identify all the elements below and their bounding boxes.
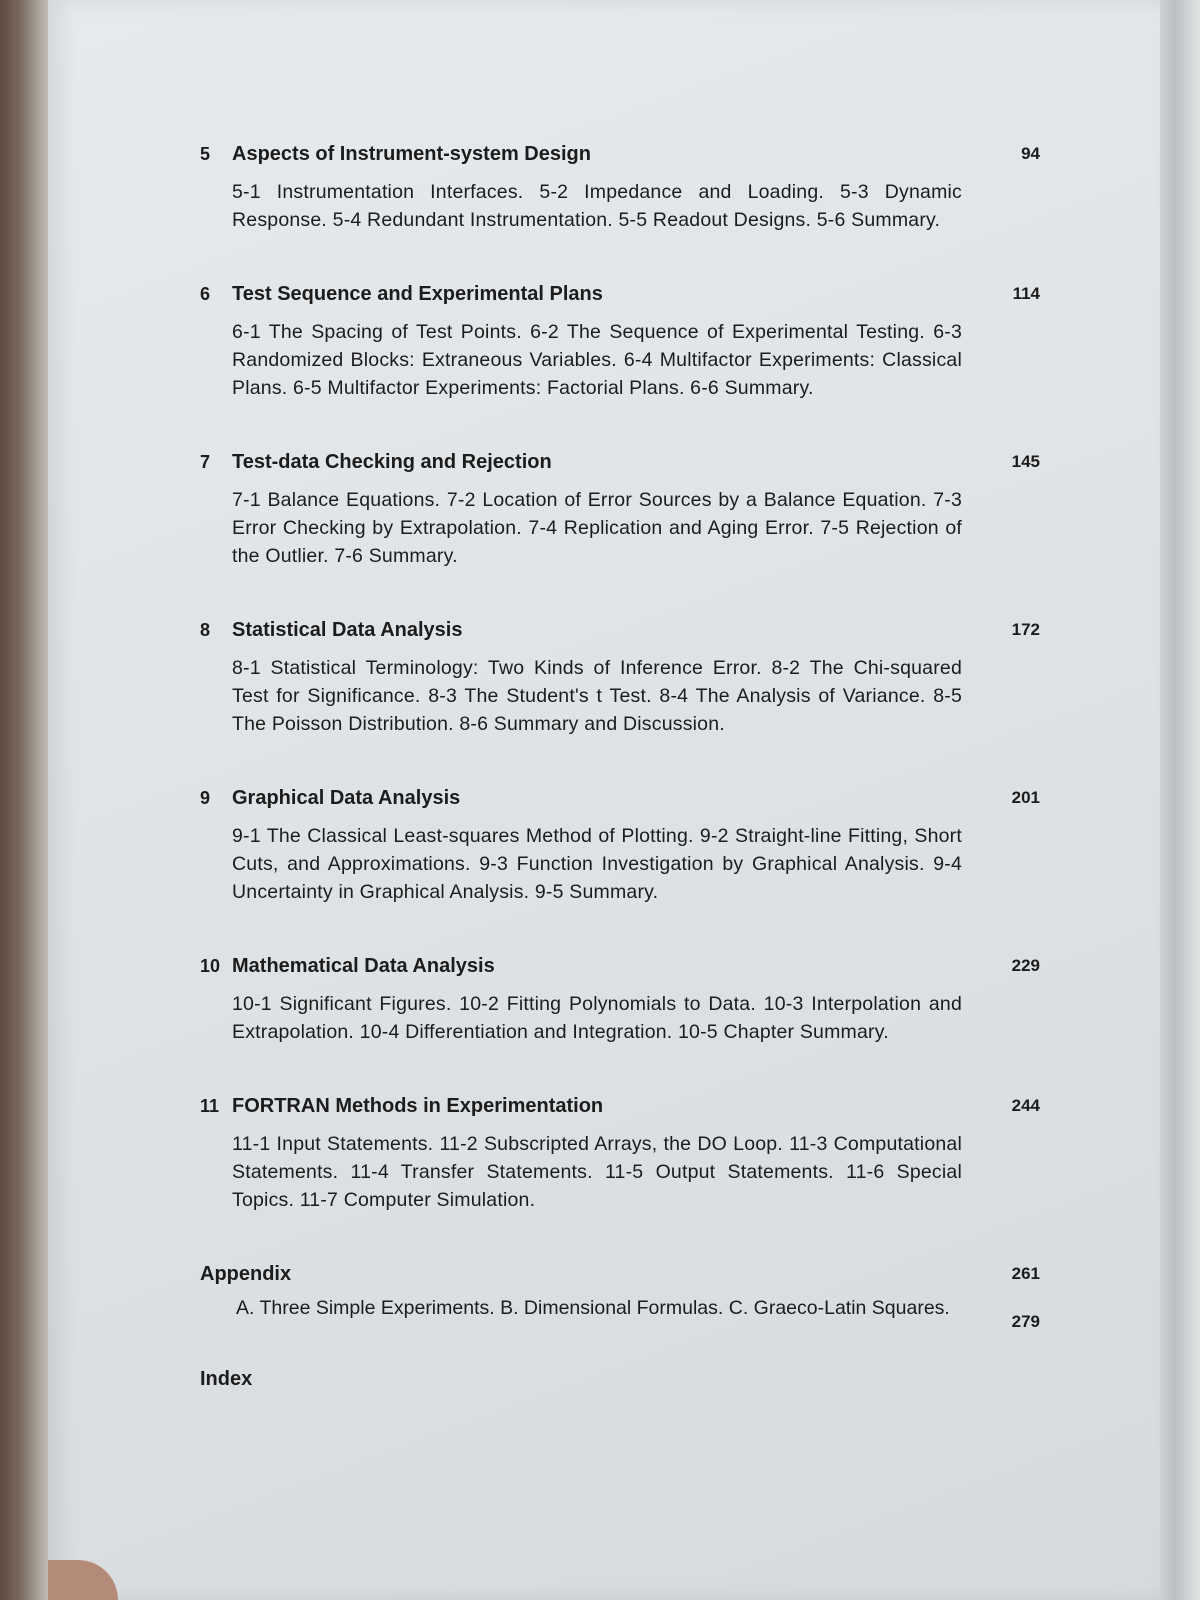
chapter-page-number: 172 [1011,620,1040,639]
chapter-number: 6 [200,284,211,304]
toc-chapter-7 [200,448,1040,570]
appendix-page-number: 261 [1011,1264,1040,1283]
table-of-contents [200,140,1040,1391]
chapter-page-number: 201 [1011,788,1040,807]
chapter-number: 11 [200,1096,220,1116]
toc-appendix [200,1260,1040,1322]
chapter-sections: 11-1 Input Statements. 11-2 Subscripted Arrays, the DO Loop. 11-3 Computational Statements. 11-4 Transfer Statements. 11-5 Output Statements. 11-6 Special Topics. 11-7 Computer Simulation. [232,1133,962,1211]
toc-chapter-9 [200,784,1040,906]
chapter-title: Test-data Checking and Rejection [232,451,552,473]
chapter-number: 10 [200,956,221,976]
chapter-title: Mathematical Data Analysis [232,955,495,977]
chapter-sections: 6-1 The Spacing of Test Points. 6-2 The Sequence of Experimental Testing. 6-3 Randomized Blocks: Extraneous Variables. 6-4 Multifactor Experiments: Classical Plans. 6-5 Multifactor Experiments: Factorial Plans. 6-6 Summary. [232,321,962,399]
chapter-number: 5 [200,144,211,164]
chapter-title: FORTRAN Methods in Experimentation [232,1095,604,1117]
chapter-heading [200,784,1040,812]
chapter-title: Statistical Data Analysis [232,619,463,641]
chapter-sections: 9-1 The Classical Least-squares Method of Plotting. 9-2 Straight-line Fitting, Short Cuts, and Approximations. 9-3 Function Investigation by Graphical Analysis. 9-4 Uncertainty in Graphical Analysis. 9-5 Summary. [232,825,962,903]
appendix-title: Appendix [200,1263,292,1285]
chapter-page-number: 244 [1011,1096,1040,1115]
chapter-heading [200,140,1040,168]
appendix-sections: A. Three Simple Experiments. B. Dimensional Formulas. C. Graeco-Latin Squares. [236,1297,950,1319]
toc-chapter-10 [200,952,1040,1046]
toc-chapter-11 [200,1092,1040,1214]
chapter-sections: 5-1 Instrumentation Interfaces. 5-2 Impedance and Loading. 5-3 Dynamic Response. 5-4 Redundant Instrumentation. 5-5 Readout Designs. 5-6 Summary. [232,181,962,231]
chapter-sections: 8-1 Statistical Terminology: Two Kinds of Inference Error. 8-2 The Chi-squared Test for Significance. 8-3 The Student's t Test. 8-4 The Analysis of Variance. 8-5 The Poisson Distribution. 8-6 Summary and Discussion. [232,657,962,735]
chapter-number: 7 [200,452,211,472]
chapter-page-number: 94 [1021,144,1040,163]
toc-chapter-6 [200,280,1040,402]
toc-index [200,1312,1040,1391]
page-edge [1160,0,1200,1600]
toc-chapter-8 [200,616,1040,738]
index-title: Index [200,1368,253,1390]
chapter-heading [200,1092,1040,1120]
chapter-title: Test Sequence and Experimental Plans [232,283,603,305]
thumb [48,1560,118,1600]
chapter-heading [200,952,1040,980]
chapter-heading [200,280,1040,308]
toc-chapter-5 [200,140,1040,234]
chapter-number: 8 [200,620,211,640]
chapter-page-number: 145 [1011,452,1040,471]
chapter-sections: 7-1 Balance Equations. 7-2 Location of Error Sources by a Balance Equation. 7-3 Error Checking by Extrapolation. 7-4 Replication and Aging Error. 7-5 Rejection of the Outlier. 7-6 Summary. [232,489,962,567]
chapter-heading [200,616,1040,644]
chapter-number: 9 [200,788,211,808]
chapter-page-number: 114 [1012,284,1040,303]
index-page-number: 279 [1011,1312,1040,1331]
chapter-page-number: 229 [1011,956,1040,975]
chapter-sections: 10-1 Significant Figures. 10-2 Fitting Polynomials to Data. 10-3 Interpolation and Extrapolation. 10-4 Differentiation and Integration. 10-5 Chapter Summary. [232,993,962,1043]
chapter-title: Aspects of Instrument-system Design [232,143,591,165]
appendix-heading [200,1260,1040,1288]
chapter-heading [200,448,1040,476]
chapter-title: Graphical Data Analysis [232,787,461,809]
